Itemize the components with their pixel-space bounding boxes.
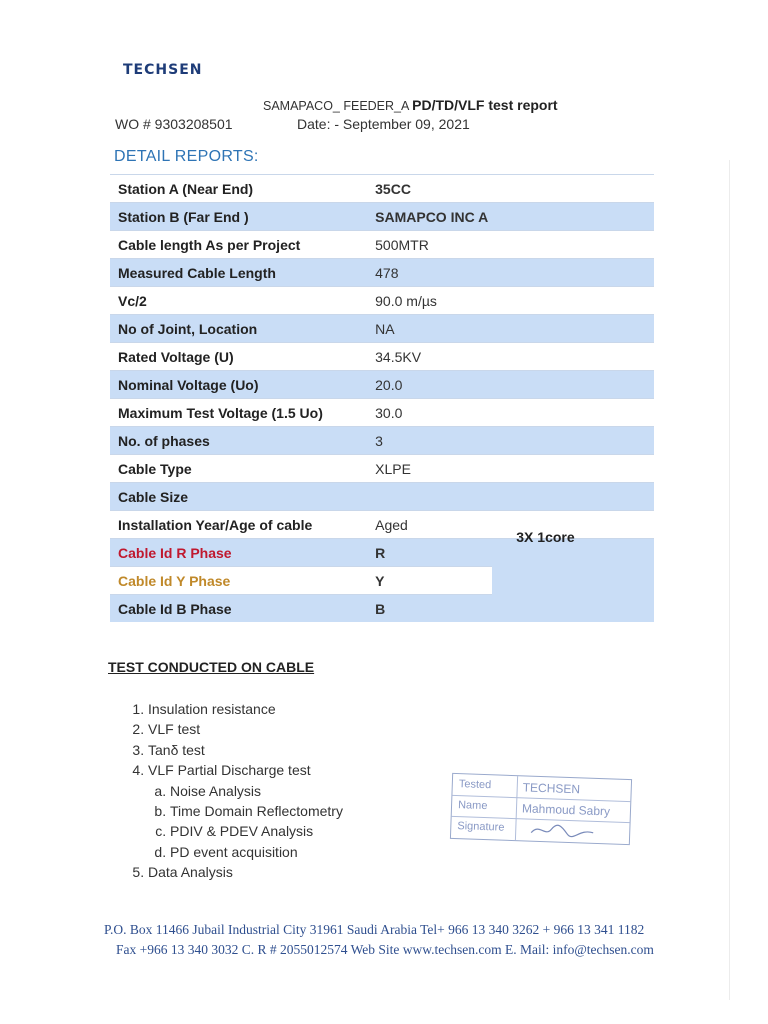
phase-value-y: Y: [367, 567, 492, 595]
stamp-name-value: Mahmoud Sabry: [521, 801, 611, 819]
phase-label-y: Cable Id Y Phase: [110, 567, 367, 595]
detail-value: XLPE: [367, 455, 654, 483]
detail-label: Measured Cable Length: [110, 259, 367, 287]
detail-value: 35CC: [367, 175, 654, 203]
detail-value: 20.0: [367, 371, 654, 399]
list-item: 2. VLF test: [148, 719, 343, 739]
footer-address: [104, 920, 664, 960]
table-row: [110, 371, 654, 399]
table-row: [110, 231, 654, 259]
stamp-tested-label: Tested: [458, 778, 492, 792]
table-row: [110, 203, 654, 231]
phase-label-r: Cable Id R Phase: [110, 539, 367, 567]
phase-label-b: Cable Id B Phase: [110, 595, 367, 623]
detail-label: No. of phases: [110, 427, 367, 455]
table-row: [110, 315, 654, 343]
core-note-text: 3X 1core: [516, 528, 575, 545]
work-order: WO # 9303208501: [115, 116, 233, 132]
stamp-signature-label: Signature: [457, 820, 505, 834]
stamp-name-label: Name: [457, 799, 488, 813]
detail-value: [367, 483, 654, 511]
detail-label: Cable Size: [110, 483, 367, 511]
detail-value: 500MTR: [367, 231, 654, 259]
detail-label: Rated Voltage (U): [110, 343, 367, 371]
report-title-text: PD/TD/VLF test report: [412, 97, 558, 113]
list-item-label: VLF Partial Discharge test: [148, 762, 311, 779]
detail-reports-heading: DETAIL REPORTS:: [114, 148, 259, 165]
sub-list-item: b. Time Domain Reflectometry: [170, 801, 343, 821]
detail-label: Station A (Near End): [110, 175, 367, 203]
detail-label: Cable Type: [110, 455, 367, 483]
detail-label: Maximum Test Voltage (1.5 Uo): [110, 399, 367, 427]
footer-line-2: Fax +966 13 340 3032 C. R # 2055012574 Web Site www.techsen.com E. Mail: info@techsen.com: [116, 942, 654, 957]
sub-list-item: a. Noise Analysis: [170, 781, 343, 801]
detail-label: No of Joint, Location: [110, 315, 367, 343]
detail-value: Aged: [367, 511, 654, 539]
sub-tests-list: [148, 781, 343, 863]
tests-heading: TEST CONDUCTED ON CABLE: [108, 659, 315, 675]
sub-list-item: d. PD event acquisition: [170, 842, 343, 862]
detail-label: Station B (Far End ): [110, 203, 367, 231]
detail-value: 478: [367, 259, 654, 287]
phase-value-r: R: [367, 539, 492, 567]
sub-list-item: c. PDIV & PDEV Analysis: [170, 821, 343, 841]
detail-value: 3: [367, 427, 654, 455]
detail-value: NA: [367, 315, 654, 343]
detail-label: Cable length As per Project: [110, 231, 367, 259]
detail-label: Vc/2: [110, 287, 367, 315]
core-note: [492, 528, 654, 623]
footer-line-1: P.O. Box 11466 Jubail Industrial City 31961 Saudi Arabia Tel+ 966 13 340 3262 + 966 13 341 1182: [104, 922, 645, 937]
detail-label: Nominal Voltage (Uo): [110, 371, 367, 399]
table-row: [110, 175, 654, 203]
stamp-tested-value: TECHSEN: [522, 780, 581, 797]
approval-stamp: [450, 773, 632, 845]
detail-value: 90.0 m/µs: [367, 287, 654, 315]
report-prefix: SAMAPACO_ FEEDER_A: [263, 99, 409, 113]
report-date: Date: - September 09, 2021: [297, 116, 470, 132]
table-row: [110, 427, 654, 455]
detail-label: Installation Year/Age of cable: [110, 511, 367, 539]
detail-value: 34.5KV: [367, 343, 654, 371]
phase-value-b: B: [367, 595, 492, 623]
table-row: [110, 455, 654, 483]
list-item: 5. Data Analysis: [148, 862, 343, 882]
list-item: 1. Insulation resistance: [148, 699, 343, 719]
list-item: 3. Tanδ test: [148, 740, 343, 760]
table-row: [110, 483, 654, 511]
page-edge: [729, 160, 730, 1000]
table-row: [110, 259, 654, 287]
signature-scribble: [527, 821, 598, 841]
table-row: [110, 539, 654, 567]
tests-list: [108, 699, 343, 883]
detail-table: [110, 174, 654, 622]
table-row: [110, 287, 654, 315]
detail-value: SAMAPCO INC A: [367, 203, 654, 231]
list-item: [148, 760, 343, 862]
report-title: [263, 97, 558, 113]
detail-value: 30.0: [367, 399, 654, 427]
company-logo: TECHSEN: [123, 62, 203, 78]
table-row: [110, 399, 654, 427]
table-row: [110, 343, 654, 371]
